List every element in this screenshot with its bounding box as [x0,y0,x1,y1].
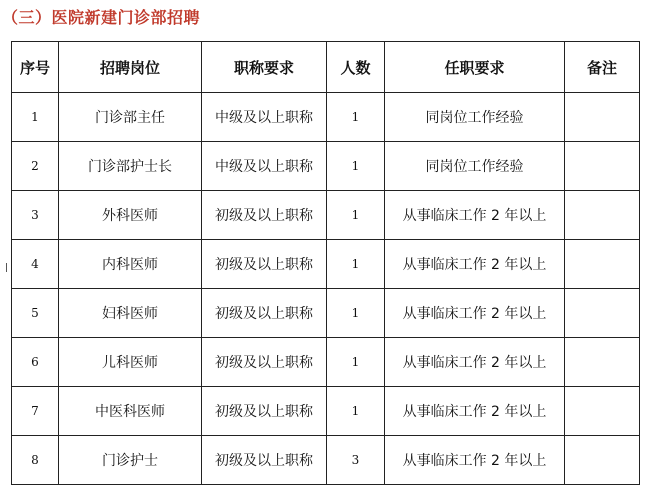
row-index: 4 [12,240,59,289]
row-job-requirement: 从事临床工作 2 年以上 [385,387,565,436]
row-index: 6 [12,338,59,387]
header-job-requirement: 任职要求 [385,42,565,93]
table-row [12,436,640,485]
table-row [12,289,640,338]
row-index: 1 [12,93,59,142]
row-remarks [565,436,640,485]
row-headcount: 1 [327,387,385,436]
row-title-requirement: 初级及以上职称 [202,436,327,485]
row-job-requirement: 从事临床工作 2 年以上 [385,338,565,387]
recruitment-table [11,41,640,485]
row-position: 中医科医师 [59,387,202,436]
row-title-requirement: 中级及以上职称 [202,93,327,142]
row-remarks [565,142,640,191]
row-headcount: 1 [327,93,385,142]
table-row [12,338,640,387]
row-title-requirement: 初级及以上职称 [202,191,327,240]
table-row [12,240,640,289]
header-title-requirement: 职称要求 [202,42,327,93]
row-title-requirement: 初级及以上职称 [202,338,327,387]
row-remarks [565,338,640,387]
table-row [12,387,640,436]
row-index: 5 [12,289,59,338]
row-title-requirement: 初级及以上职称 [202,289,327,338]
header-remarks: 备注 [565,42,640,93]
row-headcount: 1 [327,240,385,289]
header-index: 序号 [12,42,59,93]
margin-mark [6,263,7,272]
table-header-row [12,42,640,93]
row-title-requirement: 初级及以上职称 [202,240,327,289]
section-title: （三）医院新建门诊部招聘 [2,8,201,27]
row-position: 门诊部主任 [59,93,202,142]
row-headcount: 1 [327,338,385,387]
header-position: 招聘岗位 [59,42,202,93]
row-job-requirement: 从事临床工作 2 年以上 [385,436,565,485]
row-headcount: 1 [327,289,385,338]
row-index: 8 [12,436,59,485]
row-remarks [565,191,640,240]
row-job-requirement: 从事临床工作 2 年以上 [385,191,565,240]
row-position: 门诊护士 [59,436,202,485]
row-position: 门诊部护士长 [59,142,202,191]
row-position: 儿科医师 [59,338,202,387]
table-row [12,93,640,142]
row-job-requirement: 同岗位工作经验 [385,142,565,191]
row-position: 内科医师 [59,240,202,289]
row-job-requirement: 从事临床工作 2 年以上 [385,289,565,338]
row-headcount: 1 [327,142,385,191]
row-remarks [565,387,640,436]
row-job-requirement: 从事临床工作 2 年以上 [385,240,565,289]
row-headcount: 1 [327,191,385,240]
table-row [12,142,640,191]
row-remarks [565,289,640,338]
row-index: 7 [12,387,59,436]
row-headcount: 3 [327,436,385,485]
row-remarks [565,240,640,289]
row-position: 外科医师 [59,191,202,240]
row-remarks [565,93,640,142]
row-index: 3 [12,191,59,240]
row-position: 妇科医师 [59,289,202,338]
row-title-requirement: 初级及以上职称 [202,387,327,436]
row-index: 2 [12,142,59,191]
table-row [12,191,640,240]
row-job-requirement: 同岗位工作经验 [385,93,565,142]
row-title-requirement: 中级及以上职称 [202,142,327,191]
header-headcount: 人数 [327,42,385,93]
